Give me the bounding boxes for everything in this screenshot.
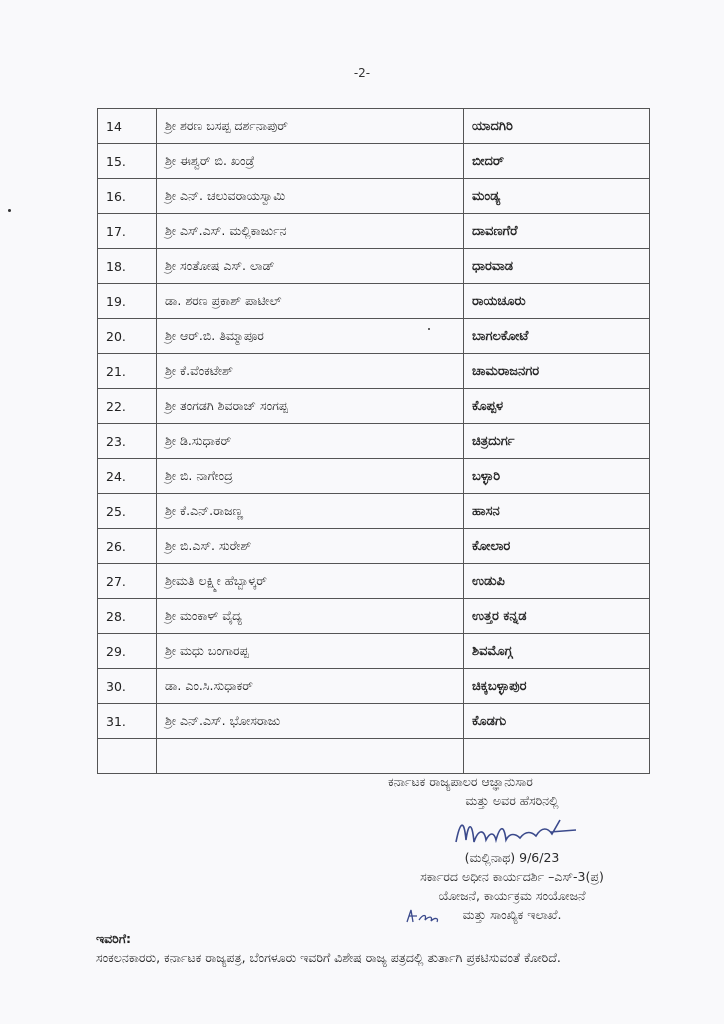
signatory-name: (ಮಲ್ಲಿನಾಥ) 9/6/23	[464, 850, 560, 865]
official-name: ಶ್ರೀ ಶರಣ ಬಸಪ್ಪ ದರ್ಶನಾಪುರ್	[157, 109, 464, 144]
row-number: 19.	[98, 284, 157, 319]
official-name: ಡಾ. ಎಂ.ಸಿ.ಸುಧಾಕರ್	[157, 669, 464, 704]
official-name: ಶ್ರೀ ಎಸ್.ಎಸ್. ಮಲ್ಲಿಕಾರ್ಜುನ	[157, 214, 464, 249]
district-name: ಮಂಡ್ಯ	[464, 179, 650, 214]
official-name: ಶ್ರೀ ಸಂತೋಷ ಎಸ್. ಲಾಡ್	[157, 249, 464, 284]
blank-cell	[98, 739, 157, 774]
district-name: ಕೊಡಗು	[464, 704, 650, 739]
district-name: ಕೋಲಾರ	[464, 529, 650, 564]
table-row	[98, 529, 650, 564]
row-number: 25.	[98, 494, 157, 529]
row-number: 29.	[98, 634, 157, 669]
official-name: ಶ್ರೀ ಕೆ.ವೆಂಕಟೇಶ್	[157, 354, 464, 389]
footer-body: ಸಂಕಲನಕಾರರು, ಕರ್ನಾಟಕ ರಾಜ್ಯಪತ್ರ, ಬೆಂಗಳೂರು ಇವರಿಗೆ ವಿಶೇಷ ರಾಜ್ಯ ಪತ್ರದಲ್ಲಿ ತುರ್ತಾಗಿ ಪ್ರಕಟಿಸುವಂತೆ ಕೋರಿದೆ.	[96, 950, 561, 965]
row-number: 20.	[98, 319, 157, 354]
official-name: ಶ್ರೀ ಎನ್. ಚಲುವರಾಯಸ್ವಾಮಿ	[157, 179, 464, 214]
scan-speck	[428, 328, 430, 330]
official-name: ಡಾ. ಶರಣ ಪ್ರಕಾಶ್ ಪಾಟೀಲ್	[157, 284, 464, 319]
blank-cell	[157, 739, 464, 774]
row-number: 21.	[98, 354, 157, 389]
blank-row	[98, 739, 650, 774]
official-name: ಶ್ರೀ ಬಿ. ನಾಗೇಂದ್ರ	[157, 459, 464, 494]
official-name: ಶ್ರೀ ಆರ್.ಬಿ. ತಿಮ್ಮಾಪೂರ	[157, 319, 464, 354]
table-row	[98, 669, 650, 704]
district-name: ಬಳ್ಳಾರಿ	[464, 459, 650, 494]
scan-speck	[8, 209, 11, 212]
district-name: ಚಿತ್ರದುರ್ಗ	[464, 424, 650, 459]
official-name: ಶ್ರೀ ಮಂಕಾಳ್ ವೈದ್ಯ	[157, 599, 464, 634]
district-name: ಉಡುಪಿ	[464, 564, 650, 599]
table-row	[98, 144, 650, 179]
table-row	[98, 459, 650, 494]
signatory-designation: ಸರ್ಕಾರದ ಅಧೀನ ಕಾರ್ಯದರ್ಶಿ –ಎಸ್-3(ಪ್ರ)	[420, 869, 604, 884]
row-number: 24.	[98, 459, 157, 494]
table-row	[98, 319, 650, 354]
initials-icon	[403, 906, 443, 928]
district-name: ಶಿವಮೊಗ್ಗ	[464, 634, 650, 669]
table-row	[98, 389, 650, 424]
district-name: ಬೀದರ್	[464, 144, 650, 179]
district-name: ಉತ್ತರ ಕನ್ನಡ	[464, 599, 650, 634]
department-line-1: ಯೋಜನೆ, ಕಾರ್ಯಕ್ರಮ ಸಂಯೋಜನೆ	[438, 888, 586, 903]
district-name: ಚಾಮರಾಜನಗರ	[464, 354, 650, 389]
row-number: 27.	[98, 564, 157, 599]
official-name: ಶ್ರೀ ಡಿ.ಸುಧಾಕರ್	[157, 424, 464, 459]
official-name: ಶ್ರೀ ಕೆ.ಎನ್.ರಾಜಣ್ಣ	[157, 494, 464, 529]
table-row	[98, 599, 650, 634]
department-line-2: ಮತ್ತು ಸಾಂಖ್ಯಿಕ ಇಲಾಖೆ.	[462, 907, 562, 922]
official-name: ಶ್ರೀ ತಂಗಡಗಿ ಶಿವರಾಜ್ ಸಂಗಪ್ಪ	[157, 389, 464, 424]
row-number: 30.	[98, 669, 157, 704]
row-number: 26.	[98, 529, 157, 564]
official-name: ಶ್ರೀ ಮಧು ಬಂಗಾರಪ್ಪ	[157, 634, 464, 669]
table-row	[98, 214, 650, 249]
blank-cell	[464, 739, 650, 774]
district-name: ಚಿಕ್ಕಬಳ್ಳಾಪುರ	[464, 669, 650, 704]
row-number: 17.	[98, 214, 157, 249]
row-number: 31.	[98, 704, 157, 739]
row-number: 28.	[98, 599, 157, 634]
ministers-district-table	[97, 108, 650, 774]
authority-line-2: ಮತ್ತು ಅವರ ಹೆಸರಿನಲ್ಲಿ	[465, 793, 559, 808]
table-row	[98, 424, 650, 459]
row-number: 14	[98, 109, 157, 144]
district-name: ಯಾದಗಿರಿ	[464, 109, 650, 144]
table-row	[98, 354, 650, 389]
signature-icon	[450, 812, 590, 852]
table-row	[98, 284, 650, 319]
table-row	[98, 109, 650, 144]
district-name: ಹಾಸನ	[464, 494, 650, 529]
district-name: ಧಾರವಾಡ	[464, 249, 650, 284]
official-name: ಶ್ರೀಮತಿ ಲಕ್ಷ್ಮೀ ಹೆಬ್ಬಾಳ್ಕರ್	[157, 564, 464, 599]
district-name: ಬಾಗಲಕೋಟೆ	[464, 319, 650, 354]
district-name: ರಾಯಚೂರು	[464, 284, 650, 319]
table-row	[98, 179, 650, 214]
table-body	[98, 109, 650, 774]
page-number: -2-	[353, 66, 371, 80]
row-number: 18.	[98, 249, 157, 284]
authority-line: ಕರ್ನಾಟಕ ರಾಜ್ಯಪಾಲರ ಆಜ್ಞಾನುಸಾರ	[388, 774, 533, 789]
official-name: ಶ್ರೀ ಬಿ.ಎಸ್. ಸುರೇಶ್	[157, 529, 464, 564]
official-name: ಶ್ರೀ ಎನ್.ಎಸ್. ಭೋಸರಾಜು	[157, 704, 464, 739]
table-row	[98, 249, 650, 284]
footer-heading: ಇವರಿಗೆ:	[96, 931, 132, 946]
table-row	[98, 494, 650, 529]
table-row	[98, 704, 650, 739]
row-number: 16.	[98, 179, 157, 214]
row-number: 15.	[98, 144, 157, 179]
table-row	[98, 564, 650, 599]
footer	[96, 929, 656, 967]
row-number: 22.	[98, 389, 157, 424]
district-name: ಕೊಪ್ಪಳ	[464, 389, 650, 424]
row-number: 23.	[98, 424, 157, 459]
official-name: ಶ್ರೀ ಈಶ್ವರ್ ಬಿ. ಖಂಡ್ರೆ	[157, 144, 464, 179]
table-row	[98, 634, 650, 669]
district-name: ದಾವಣಗೆರೆ	[464, 214, 650, 249]
